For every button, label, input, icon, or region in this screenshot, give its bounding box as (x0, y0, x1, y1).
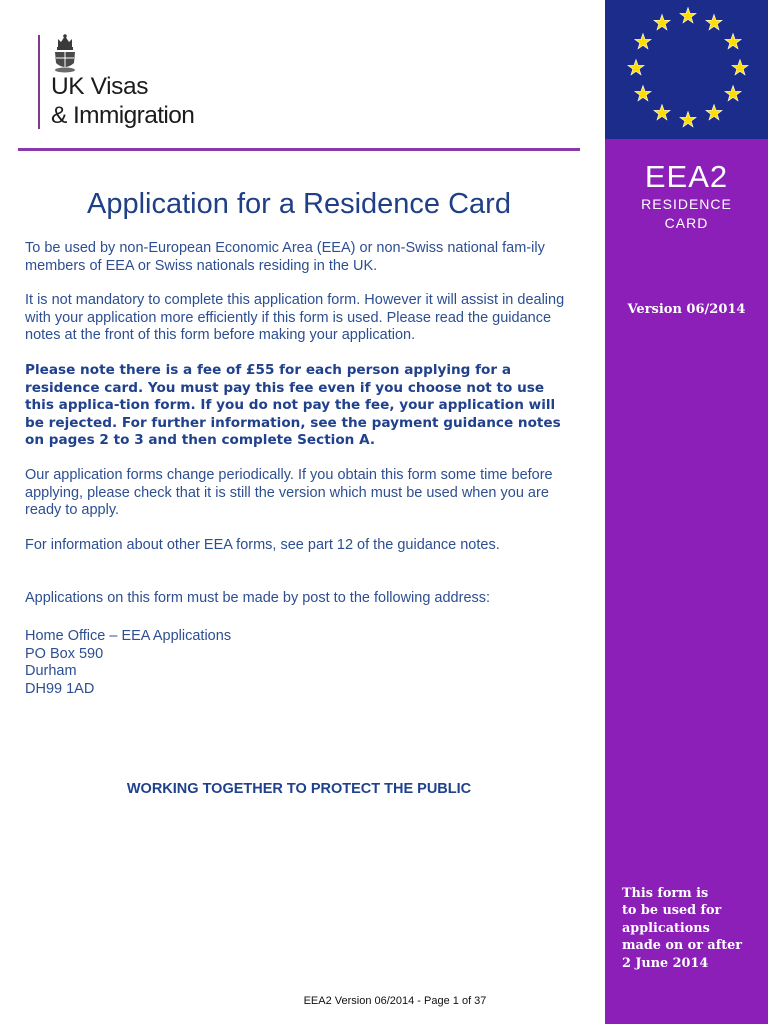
usage-note-line: made on or after (622, 938, 742, 954)
uk-visas-immigration-logo (38, 33, 214, 129)
motto-text: WORKING TOGETHER TO PROTECT THE PUBLIC (126, 781, 472, 797)
intro-paragraph: To be used by non-European Economic Area (EEA) or non-Swiss national fam-ily members of EEA or Swiss nationals residing in the UK. (25, 240, 545, 274)
address-line: PO Box 590 (25, 645, 104, 662)
header-divider (18, 148, 580, 151)
form-type-line1: RESIDENCE (641, 196, 732, 212)
not-mandatory-paragraph: It is not mandatory to complete this application form. However it will assist in dealing with your application more efficiently if this form is used. Please read the guidance notes at the front of this form before making your application. (25, 292, 565, 344)
eu-stars-icon (605, 0, 768, 139)
royal-crest-icon (52, 33, 78, 73)
eu-star-icon (680, 8, 696, 23)
eu-star-icon (725, 86, 741, 101)
usage-note-line: This form is (622, 886, 709, 901)
logo-text-line2: & Immigration (51, 102, 195, 129)
eu-star-icon (654, 105, 670, 120)
fee-notice-paragraph: Please note there is a fee of £55 for each person applying for a residence card. You must pay this fee even if you choose not to use this applica-tion form. If you do not pay the fee, your application will be rejected. For further information, see the payment guidance notes on pages 2 to 3 and then complete Section A. (25, 362, 561, 449)
eu-star-icon (635, 86, 651, 101)
postal-address (25, 628, 575, 698)
eu-star-icon (680, 112, 696, 127)
eu-star-icon (706, 14, 722, 29)
usage-note (622, 885, 762, 972)
address-line: Home Office – EEA Applications (25, 628, 232, 644)
usage-note-line: 2 June 2014 (622, 955, 709, 971)
logo-text-line1: UK Visas (51, 73, 149, 100)
eu-star-icon (654, 14, 670, 29)
usage-note-line: applications (622, 920, 710, 936)
page-title: Application for a Residence Card (87, 188, 511, 220)
eu-star-icon (732, 60, 748, 75)
sidebar-panel (605, 0, 768, 1024)
form-code-block (605, 159, 768, 233)
eu-star-icon (706, 105, 722, 120)
address-line: DH99 1AD (25, 680, 95, 697)
eu-star-icon (725, 34, 741, 49)
form-version-paragraph: Our application forms change periodically. If you obtain this form some time before applying, please check that it is still the version which must be used when you are ready to apply. (25, 467, 553, 519)
eu-star-icon (628, 60, 644, 75)
page-footer: EEA2 Version 06/2014 - Page 1 of 37 (303, 995, 487, 1007)
form-type-line2: CARD (664, 215, 709, 231)
usage-note-line: to be used for (622, 903, 722, 919)
address-line: Durham (25, 663, 77, 680)
form-version: Version 06/2014 (627, 302, 746, 317)
form-code: EEA2 (644, 159, 729, 194)
eu-flag (605, 0, 768, 139)
other-forms-paragraph: For information about other EEA forms, see part 12 of the guidance notes. (25, 537, 500, 553)
eu-star-icon (635, 34, 651, 49)
postal-instruction-paragraph: Applications on this form must be made by post to the following address: (25, 590, 491, 606)
logo-divider-bar (38, 35, 40, 129)
